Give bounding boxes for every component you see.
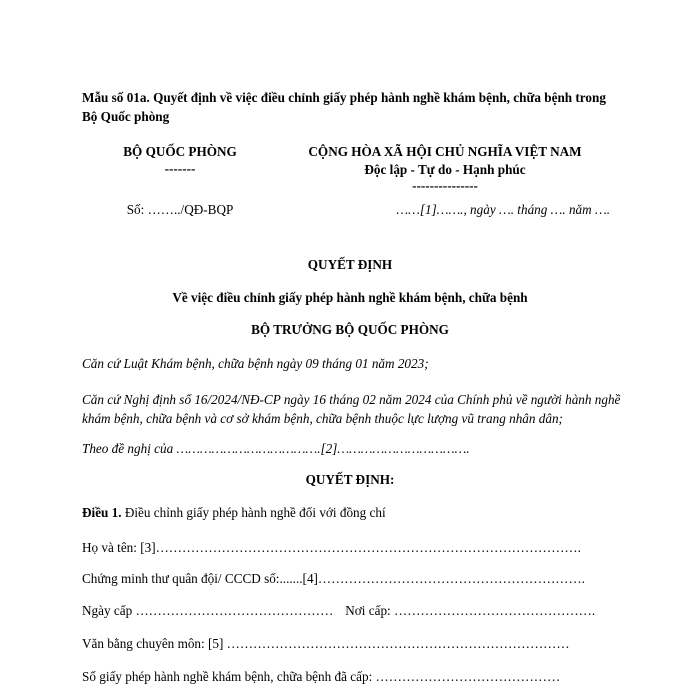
- document-number: Số: ……../QĐ-BQP: [126, 202, 234, 217]
- motto-separator: ---------------: [412, 178, 478, 193]
- place-date: ……[1]……., ngày …. tháng …. năm ….: [396, 202, 610, 217]
- decision-heading: QUYẾT ĐỊNH:: [305, 472, 395, 487]
- proposal-line: Theo đề nghị của ……………………………….[2]…………………………….: [82, 441, 470, 456]
- legal-basis-2: Căn cứ Nghị định số 16/2024/NĐ-CP ngày 16 tháng 02 năm 2024 của Chính phủ về người hành nghề khám bệnh, chữa bệnh và cơ sở khám bệnh, chữa bệnh thuộc lực lượng vũ trang nhân dân;: [82, 392, 621, 426]
- article-1: [82, 505, 386, 521]
- field-issue-row: [82, 603, 595, 619]
- field-degree: Văn bằng chuyên môn: [5] ……………………………………………………………………: [82, 636, 570, 651]
- field-license-number: Số giấy phép hành nghề khám bệnh, chữa bệnh đã cấp: ……………………………………: [82, 669, 561, 684]
- article-1-label: Điều 1.: [82, 505, 122, 520]
- article-1-text: Điều chỉnh giấy phép hành nghề đối với đồng chí: [121, 505, 386, 520]
- document-subject: Về việc điều chỉnh giấy phép hành nghề khám bệnh, chữa bệnh: [172, 290, 528, 305]
- nation-name: CỘNG HÒA XÃ HỘI CHỦ NGHĨA VIỆT NAM: [308, 144, 582, 159]
- org-separator: -------: [164, 161, 196, 176]
- document-title: QUYẾT ĐỊNH: [307, 257, 393, 272]
- field-issue-place: Nơi cấp: ……………………………………….: [345, 603, 596, 618]
- form-title: Mẫu số 01a. Quyết định về việc điều chỉnh giấy phép hành nghề khám bệnh, chữa bệnh trong Bộ Quốc phòng: [82, 90, 606, 124]
- issuing-authority: BỘ TRƯỞNG BỘ QUỐC PHÒNG: [251, 322, 449, 337]
- field-military-id: Chứng minh thư quân đội/ CCCD số:.......[4]…………………………………………………….: [82, 571, 585, 586]
- field-full-name: Họ và tên: [3]…………………………………………………………………………………….: [82, 540, 581, 555]
- legal-basis-1: Căn cứ Luật Khám bệnh, chữa bệnh ngày 09 tháng 01 năm 2023;: [82, 356, 429, 371]
- org-name: BỘ QUỐC PHÒNG: [123, 144, 237, 159]
- field-issue-date: Ngày cấp ………………………………………: [82, 603, 334, 618]
- national-motto: Độc lập - Tự do - Hạnh phúc: [364, 162, 526, 177]
